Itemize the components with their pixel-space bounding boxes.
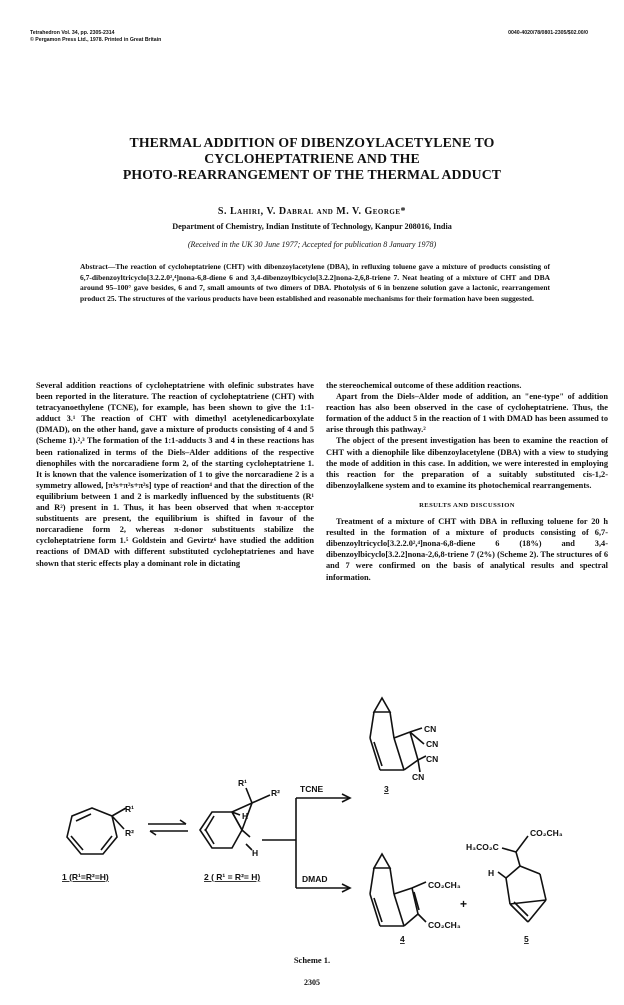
- affiliation: Department of Chemistry, Indian Institute of Technology, Kanpur 208016, India: [172, 222, 452, 231]
- co2ch3-5: CO₂CH₃: [530, 828, 563, 838]
- reagent-dmad: DMAD: [302, 874, 328, 884]
- compound-3-structure: [370, 698, 426, 772]
- label-compound-3: 3: [384, 784, 389, 794]
- page-number: 2305: [304, 978, 320, 987]
- label-compound-1: 1 (R¹=R²=H): [62, 872, 109, 882]
- scheme-1-diagram: [0, 690, 624, 950]
- paragraph-4: Treatment of a mixture of CHT with DBA in refluxing toluene for 20 h resulted in the formation of a mixture of products consisting of 6,7-dibenzoyltricyclo[3.2.2.0²,⁴]nona-6,8-diene 6 (18%) and 3,4-dibenzoylbicyclo[3.2.2]nona-2,6,8-triene 7 (2%) (Scheme 2). The structures of 6 and 7 were confirmed on the basis of analytical results and spectral information.: [326, 517, 608, 582]
- paragraph-1: the stereochemical outcome of these addition reactions.: [326, 381, 522, 390]
- left-column: [36, 380, 314, 569]
- h3co2c-5: H₃CO₂C: [466, 842, 499, 852]
- section-heading: RESULTS AND DISCUSSION: [419, 501, 515, 509]
- label-r1-cht: R¹: [125, 804, 134, 814]
- scheme-caption: Scheme 1.: [293, 955, 331, 965]
- cn-3: CN: [426, 754, 439, 764]
- article-code: 0040-4020/78/0801-2305/$02.00/0: [508, 30, 588, 36]
- compound-1-structure: [67, 808, 126, 854]
- equilibrium-arrows: [148, 820, 188, 835]
- label-h-top: H: [242, 811, 249, 821]
- cn-2: CN: [426, 739, 439, 749]
- compound-4-structure: [370, 854, 426, 926]
- journal-line: Tetrahedron Vol. 34, pp. 2305-2314: [30, 30, 115, 36]
- authors: S. Lahiri, V. Dabral and M. V. George*: [217, 206, 407, 217]
- co2ch3-4b: CO₂CH₃: [428, 920, 461, 930]
- reagent-tcne: TCNE: [300, 784, 324, 794]
- abstract-lead: Abstract: [80, 262, 108, 271]
- journal-header: [30, 30, 161, 44]
- abstract-text: —The reaction of cycloheptatriene (CHT) with dibenzoylacetylene (DBA), in refluxing toluene gave a mixture of products consisting of 6,7-dibenzoyltricyclo[3.2.2.0²,⁴]nona-6,8-diene 6 and 3,4-dibenzoylbicyclo[3.2.2]nona-2,6,8-triene 7. Neat heating of a mixture of CHT and DBA around 95–100° gave besides, 6 and 7, small amounts of two dimers of DBA. Photolysis of 6 in benzene solution gave a lactonic, rearrangement product 25. The structures of the various products have been established and reasonable mechanisms for their formation have been suggested.: [80, 262, 550, 303]
- label-compound-2: 2 ( R¹ = R²= H): [204, 872, 261, 882]
- article-title: [0, 135, 624, 183]
- title-line-2: CYCLOHEPTATRIENE AND THE: [204, 151, 420, 166]
- title-line-3: PHOTO-REARRANGEMENT OF THE THERMAL ADDUCT: [122, 167, 502, 182]
- compound-5-structure: [498, 836, 546, 922]
- label-h-bottom: H: [252, 848, 259, 858]
- paragraph-3: The object of the present investigation has been to examine the reaction of CHT with a dienophile like dibenzoylacetylene (DBA) with a view to studying the mode of addition in this case. In addition, we were interested in employing this reaction for the preparation of a suitably substituted cis-1,2-dibenzoylalkene system and to examine its photochemical rearrangements.: [326, 436, 608, 490]
- cn-4: CN: [412, 772, 425, 782]
- label-r2-norcaradiene: R²: [271, 788, 280, 798]
- cn-1: CN: [424, 724, 437, 734]
- label-r1-norcaradiene: R¹: [238, 778, 247, 788]
- label-h-5: H: [488, 868, 495, 878]
- label-r2-cht: R²: [125, 828, 134, 838]
- abstract: [80, 262, 550, 304]
- received-dates: (Received in the UK 30 June 1977; Accepted for publication 8 January 1978): [187, 240, 437, 249]
- plus-sign: +: [460, 897, 468, 911]
- title-line-1: THERMAL ADDITION OF DIBENZOYLACETYLENE TO: [129, 135, 495, 150]
- label-compound-5: 5: [524, 934, 529, 944]
- co2ch3-4a: CO₂CH₃: [428, 880, 461, 890]
- right-column: [326, 380, 608, 583]
- label-compound-4: 4: [400, 934, 405, 944]
- compound-2-structure: [200, 788, 270, 850]
- paragraph-2: Apart from the Diels–Alder mode of addition, an "ene-type" of addition reaction has also been observed in the case of cycloheptatriene. Thus, the formation of the adduct 5 in the reaction of 1 with DMAD has been assumed to arise through this pathway.²: [326, 392, 608, 435]
- intro-paragraph: Several addition reactions of cycloheptatriene with olefinic substrates have been reported in the literature. The reaction of cycloheptatriene (CHT) with tetracyanoethylene (TCNE), for example, has been shown to give the 1:1-adduct 3.¹ The reaction of CHT with dimethyl acetylenedicarboxylate (DMAD), on the other hand, gave a mixture of products consisting of 4 and 5 (Scheme 1).²,³ The formation of the 1:1-adducts 3 and 4 in these reactions has been rationalized in terms of the Diels–Alder additions of the respective dienophiles with the norcaradiene form 2, of the starting cycloheptatriene 1. It is known that the valence isomerization of 1 to give the norcaradiene 2 is a symmetry allowed, [π²s+π²s+π²s] type of reaction⁴ and that the direction of the equilibrium between 1 and 2 is markedly influenced by the substituents (R¹ and R²) present in 1. Thus, it has been observed that when π-acceptor substituents are present, the equilibrium is shifted in favour of the norcaradiene form 2, whereas π-donor substituents stabilize the cycloheptatriene form 1.⁵ Goldstein and Gevirtz⁶ have studied the addition reactions of DMAD with different substituted cycloheptatrienes and have shown that steric effects play a dominant role in dictating: [36, 381, 314, 568]
- publisher-line: © Pergamon Press Ltd., 1978. Printed in Great Britain: [30, 37, 162, 43]
